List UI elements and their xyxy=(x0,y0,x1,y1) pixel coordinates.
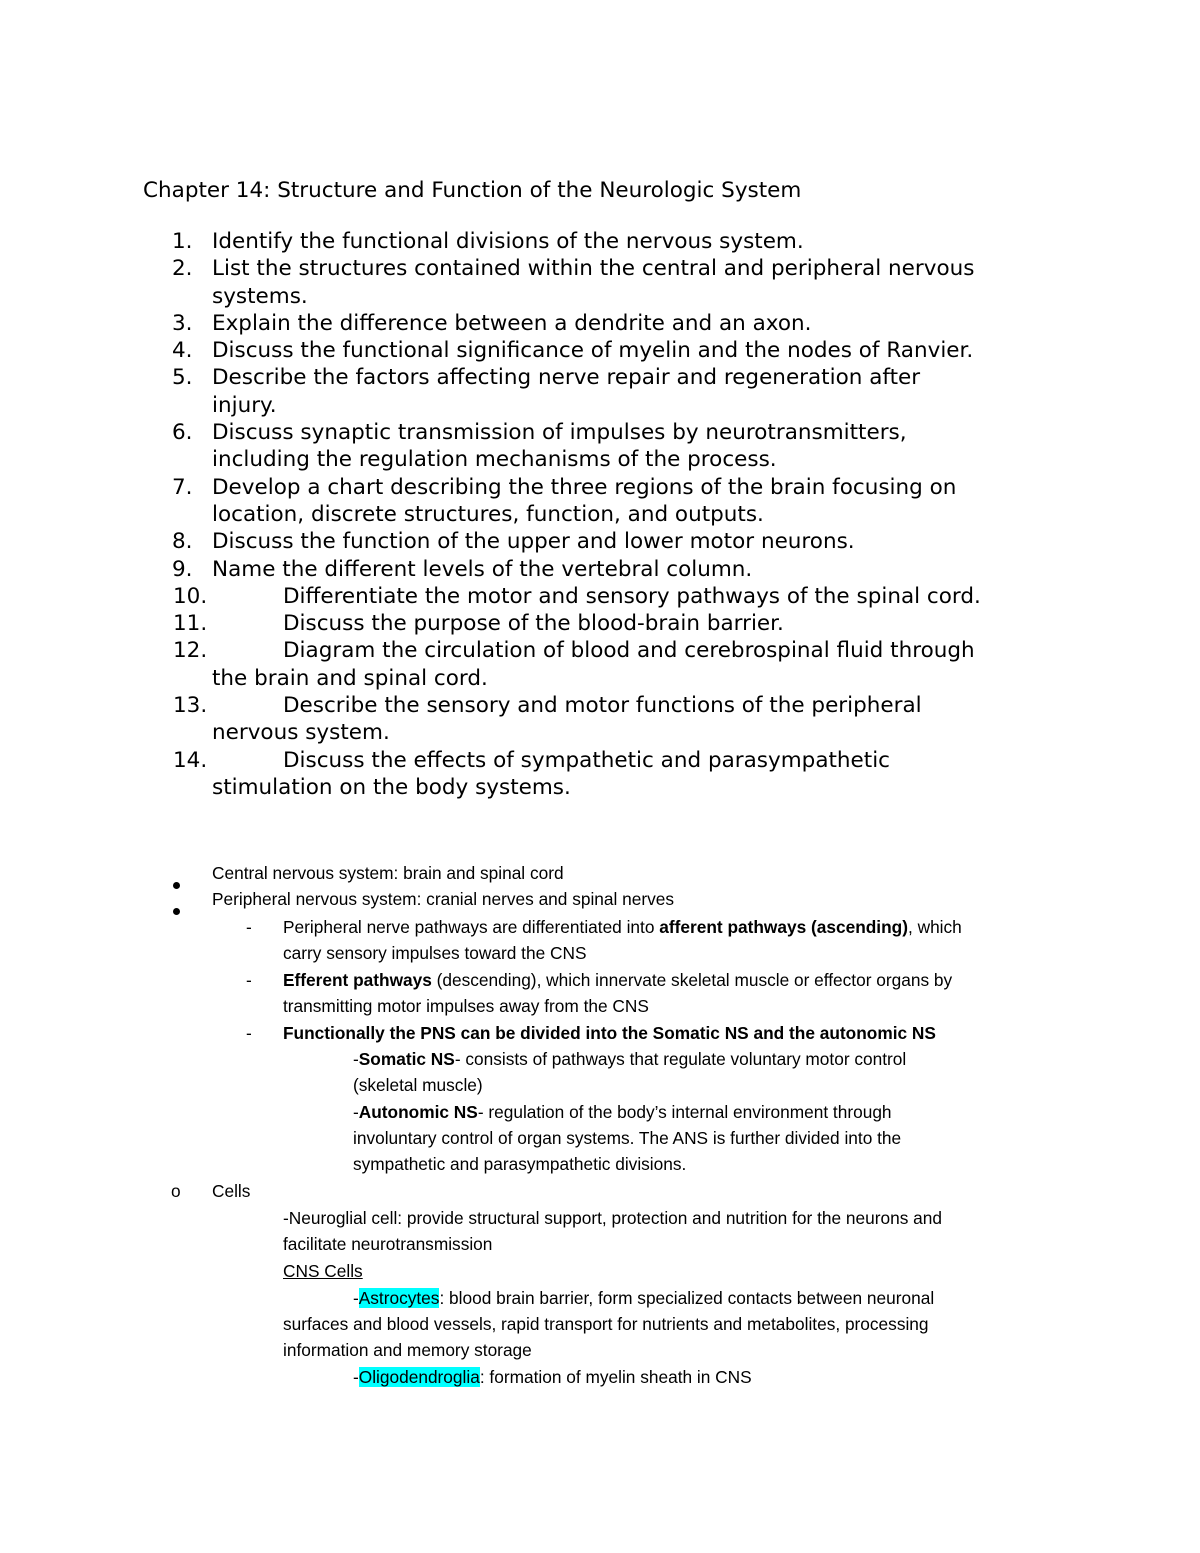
objective-text: Discuss the function of the upper and lower motor neurons. xyxy=(212,529,855,555)
objective-number: 11. xyxy=(173,611,208,637)
objective-number: 1. xyxy=(172,229,193,254)
objective-text: injury. xyxy=(212,392,277,418)
objective-text: Describe the sensory and motor functions of the peripheral xyxy=(283,693,922,719)
objective-item xyxy=(0,583,1072,610)
objective-text: Differentiate the motor and sensory pathways of the spinal cord. xyxy=(283,583,981,609)
list-item-continued: involuntary control of organ systems. The ANS is further divided into the xyxy=(353,1128,902,1148)
subheading: CNS Cells xyxy=(283,1261,363,1281)
objective-text: including the regulation mechanisms of the process. xyxy=(212,447,777,473)
objective-number: 7. xyxy=(172,474,193,500)
highlighted-term: Astrocytes xyxy=(358,1288,440,1308)
highlighted-term: Oligodendroglia xyxy=(358,1367,480,1387)
objective-number: 3. xyxy=(172,310,193,336)
dash-marker: - xyxy=(246,970,252,990)
objective-item xyxy=(0,474,1072,529)
objective-item xyxy=(0,419,1072,474)
objective-item xyxy=(0,255,1072,310)
objective-item xyxy=(0,610,1072,637)
objective-number: 10. xyxy=(173,583,208,609)
objective-text: Diagram the circulation of blood and cerebrospinal fluid through xyxy=(283,638,975,664)
objective-number: 8. xyxy=(172,529,193,555)
list-item-continued: transmitting motor impulses away from the CNS xyxy=(283,996,649,1016)
objective-item xyxy=(0,337,1072,364)
objective-item xyxy=(0,228,1072,255)
list-item: -Astrocytes: blood brain barrier, form specialized contacts between neuronal xyxy=(353,1288,935,1308)
list-item: -Oligodendroglia: formation of myelin sheath in CNS xyxy=(353,1367,752,1387)
page-title: Chapter 14: Structure and Function of the Neurologic System xyxy=(143,178,802,203)
objective-number: 2. xyxy=(172,256,193,282)
bullet-icon xyxy=(173,870,180,896)
list-item: -Autonomic NS- regulation of the body’s internal environment through xyxy=(353,1102,892,1122)
objective-item xyxy=(0,310,1072,337)
objective-text: Describe the factors affecting nerve repair and regeneration after xyxy=(212,365,921,391)
objective-text: stimulation on the body systems. xyxy=(212,774,571,800)
objective-number: 13. xyxy=(173,693,208,719)
objective-text: Explain the difference between a dendrite and an axon. xyxy=(212,310,812,336)
objective-text: nervous system. xyxy=(212,720,390,746)
objective-item xyxy=(0,692,1072,747)
list-item: Peripheral nervous system: cranial nerves and spinal nerves xyxy=(212,889,675,909)
objective-item xyxy=(0,556,1072,583)
objective-text: Identify the functional divisions of the nervous system. xyxy=(212,229,804,254)
objective-text: location, discrete structures, function, and outputs. xyxy=(212,501,764,527)
objective-item xyxy=(0,528,1072,555)
list-item-continued: sympathetic and parasympathetic divisions. xyxy=(353,1154,687,1174)
objective-number: 12. xyxy=(173,638,208,664)
objective-number: 5. xyxy=(172,365,193,391)
learning-objectives-list xyxy=(0,228,1200,801)
objective-text: Discuss synaptic transmission of impulses by neurotransmitters, xyxy=(212,420,907,446)
list-item-continued: information and memory storage xyxy=(283,1340,532,1360)
objective-text: List the structures contained within the central and peripheral nervous xyxy=(212,256,975,282)
dash-marker: - xyxy=(246,917,252,937)
paragraph: -Neuroglial cell: provide structural support, protection and nutrition for the neurons and xyxy=(283,1208,942,1228)
bullet-icon xyxy=(173,896,180,922)
objective-text: Discuss the purpose of the blood-brain barrier. xyxy=(283,611,784,637)
objective-number: 9. xyxy=(172,556,193,582)
objective-item xyxy=(0,364,1072,419)
objective-text: Discuss the functional significance of myelin and the nodes of Ranvier. xyxy=(212,338,974,364)
list-item: Peripheral nerve pathways are differentiated into afferent pathways (ascending), which xyxy=(283,917,962,937)
objective-text: Discuss the effects of sympathetic and parasympathetic xyxy=(283,747,890,773)
section-heading: Cells xyxy=(212,1181,251,1201)
list-item-continued: carry sensory impulses toward the CNS xyxy=(283,943,587,963)
objective-text: the brain and spinal cord. xyxy=(212,665,488,691)
dash-marker: - xyxy=(246,1023,252,1043)
list-item-continued: (skeletal muscle) xyxy=(353,1075,483,1095)
objective-item xyxy=(0,637,1072,692)
objective-number: 14. xyxy=(173,747,208,773)
list-item: Central nervous system: brain and spinal cord xyxy=(212,863,564,883)
objective-text: Develop a chart describing the three regions of the brain focusing on xyxy=(212,474,957,500)
objective-text: Name the different levels of the vertebral column. xyxy=(212,556,753,582)
list-item: Efferent pathways (descending), which innervate skeletal muscle or effector organs by xyxy=(283,970,953,990)
list-item-continued: surfaces and blood vessels, rapid transport for nutrients and metabolites, processing xyxy=(283,1314,929,1334)
list-item: Functionally the PNS can be divided into the Somatic NS and the autonomic NS xyxy=(283,1023,936,1043)
objective-number: 4. xyxy=(172,338,193,364)
paragraph-continued: facilitate neurotransmission xyxy=(283,1234,493,1254)
objective-text: systems. xyxy=(212,283,308,309)
list-item: -Somatic NS- consists of pathways that regulate voluntary motor control xyxy=(353,1049,907,1069)
objective-number: 6. xyxy=(172,420,193,446)
objective-item xyxy=(0,747,1072,802)
circle-bullet-icon: o xyxy=(171,1181,181,1201)
